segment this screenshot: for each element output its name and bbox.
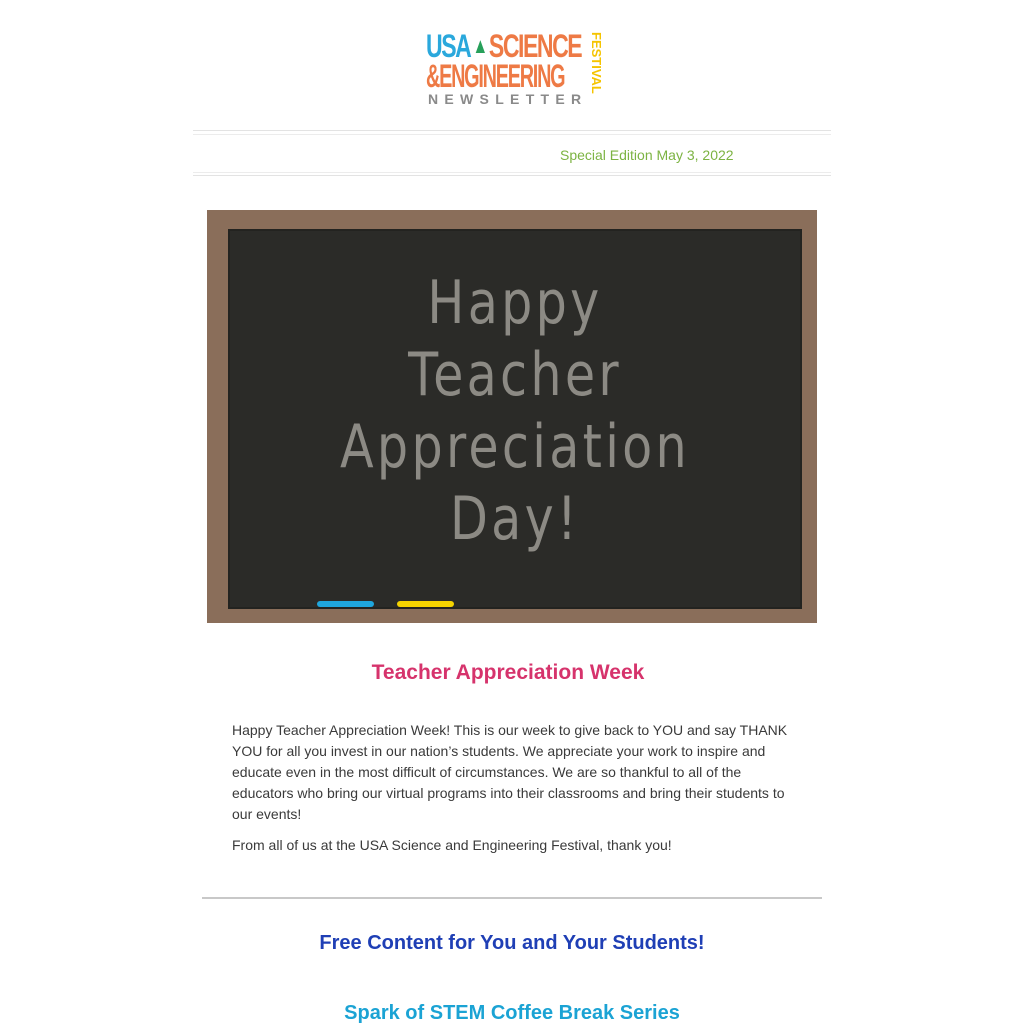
- hero-line-2: Teacher: [408, 340, 622, 410]
- hero-line-3: Appreciation: [339, 412, 691, 482]
- chalkboard: [228, 229, 802, 609]
- edition-date: Special Edition May 3, 2022: [560, 147, 734, 163]
- coffee-break-heading: Spark of STEM Coffee Break Series: [344, 1002, 680, 1024]
- yellow-chalk: [397, 601, 454, 607]
- hero-line-4: Day!: [450, 484, 580, 554]
- logo-science-text: SCIENCE: [488, 28, 582, 64]
- logo-festival-text: FESTIVAL: [589, 32, 604, 94]
- blue-chalk: [317, 601, 374, 607]
- logo-usa-text: USA: [426, 28, 471, 64]
- edition-bar: [193, 130, 831, 176]
- appreciation-paragraph: Happy Teacher Appreciation Week! This is our week to give back to YOU and say THANK YOU for all you invest in our nation’s students. We appreciate your work to inspire and educate even in the most difficult of circumstances. We are so thankful to all of the educators who bring our virtual programs into their classrooms and bring their students to our events!: [232, 722, 788, 822]
- hero-line-1: Happy: [427, 268, 603, 338]
- rocket-icon: ▲: [472, 33, 487, 58]
- festival-logo[interactable]: [424, 30, 604, 108]
- logo-engineering-text: &ENGINEERING: [426, 58, 565, 94]
- logo-newsletter-text: NEWSLETTER: [428, 91, 588, 107]
- thank-you-paragraph: From all of us at the USA Science and Engineering Festival, thank you!: [232, 837, 672, 853]
- free-content-heading: Free Content for You and Your Students!: [319, 932, 705, 954]
- section-divider: [202, 897, 822, 899]
- chalkboard-hero-image: [207, 210, 817, 623]
- teacher-appreciation-heading: Teacher Appreciation Week: [371, 661, 645, 684]
